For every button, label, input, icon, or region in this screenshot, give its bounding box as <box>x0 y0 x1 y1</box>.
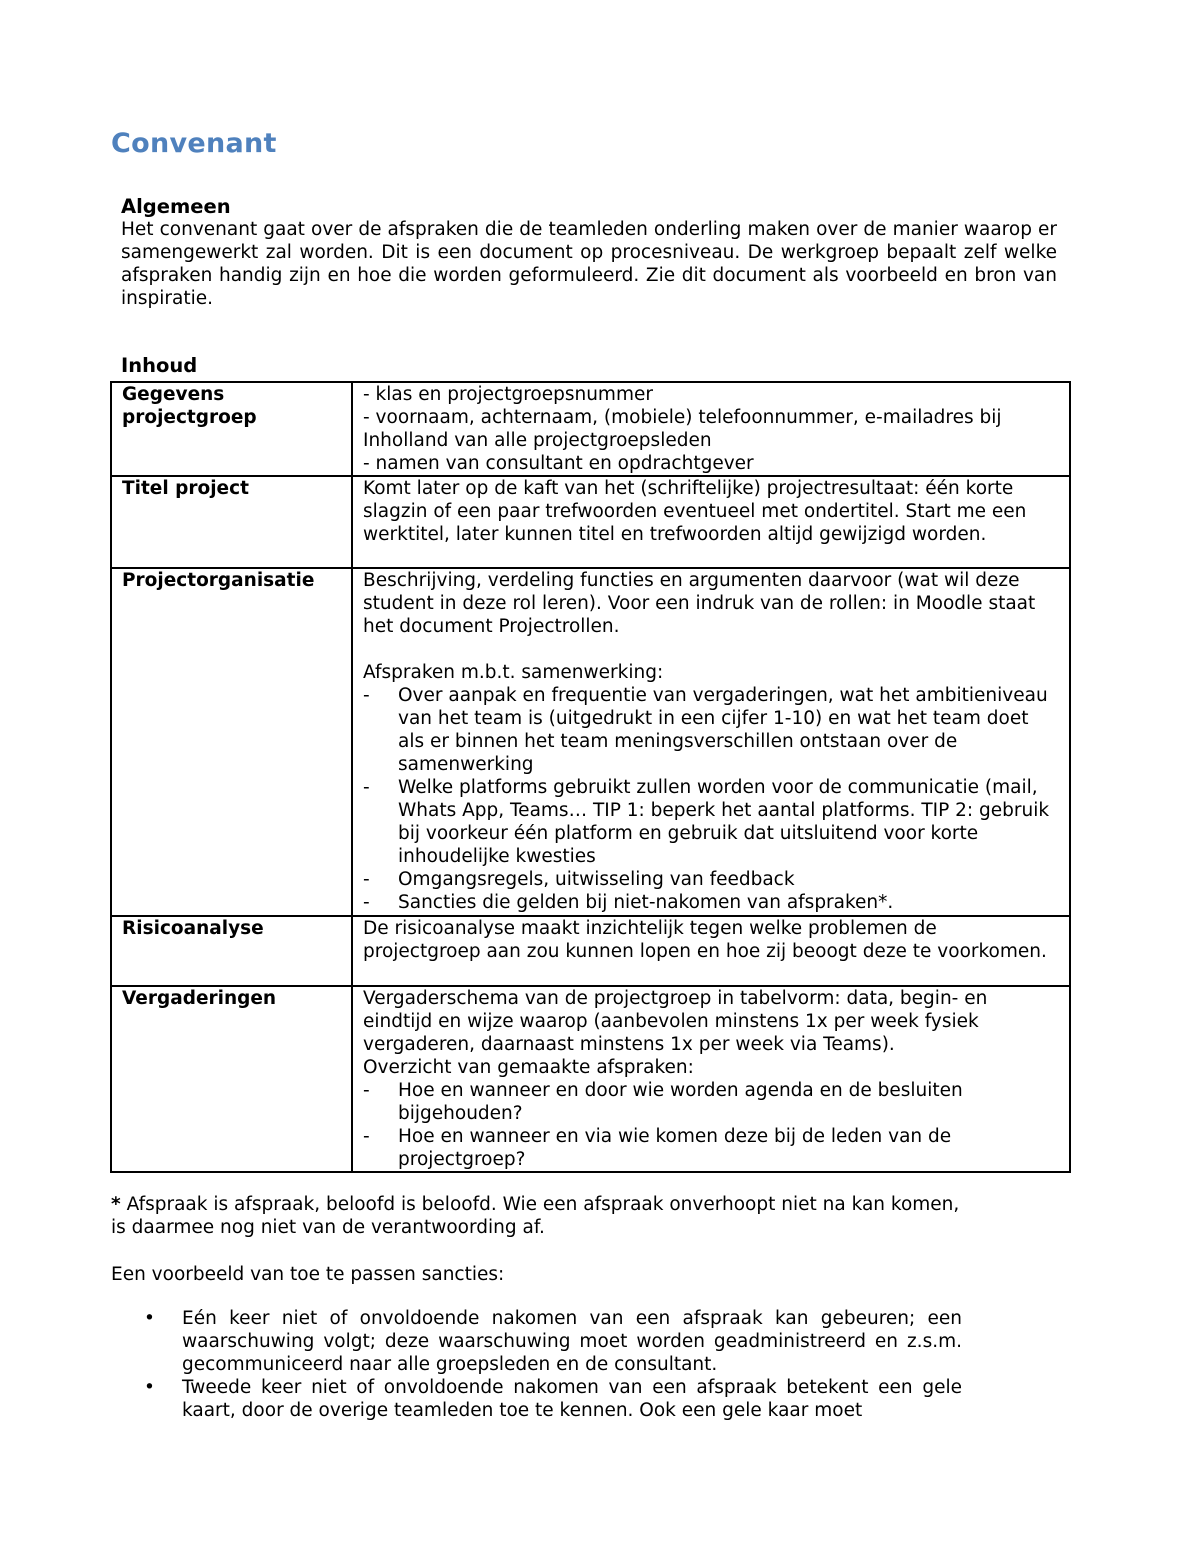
row-label: Risicoanalyse <box>111 916 352 986</box>
content-table <box>110 381 1071 1173</box>
dash-marker: - <box>363 1080 370 1101</box>
list-item-text: Over aanpak en frequentie van vergaderingen, wat het ambitieniveau van het team is (uitgedrukt in een cijfer 1-10) en wat het team doet als er binnen het team meningsverschillen ontstaan over de samenwerking <box>398 685 1048 775</box>
row-content <box>352 986 1070 1172</box>
list-item-text: Sancties die gelden bij niet-nakomen van afspraken*. <box>398 892 894 913</box>
row-line: De risicoanalyse maakt inzichtelijk tegen welke problemen de projectgroep aan zou kunnen lopen en hoe zij beoogt deze te voorkomen. <box>363 918 1047 962</box>
dash-marker: - <box>363 685 370 706</box>
dash-list <box>363 1079 1059 1171</box>
list-item <box>363 684 1059 776</box>
footnote-text: Afspraak is afspraak, beloofd is beloofd. Wie een afspraak onverhoopt niet na kan komen, is daarmee nog niet van de verantwoording af. <box>111 1194 960 1238</box>
list-item-text: Hoe en wanneer en door wie worden agenda en de besluiten bijgehouden? <box>398 1080 963 1124</box>
bullet-icon: • <box>144 1377 155 1398</box>
sanctions-intro: Een voorbeeld van toe te passen sancties: <box>111 1264 505 1285</box>
row-label: Titel project <box>111 476 352 568</box>
row-line: Overzicht van gemaakte afspraken: <box>363 1057 694 1078</box>
row-line: Vergaderschema van de projectgroep in tabelvorm: data, begin- en eindtijd en wijze waarop (aanbevolen minstens 1x per week fysiek vergaderen, daarnaast minstens 1x per week via Teams). <box>363 988 988 1055</box>
row-line: Beschrijving, verdeling functies en argumenten daarvoor (wat wil deze student in deze rol leren). Voor een indruk van de rollen: in Moodle staat het document Projectrollen. <box>363 570 1036 637</box>
footnote <box>111 1193 971 1239</box>
row-content <box>352 568 1070 916</box>
dash-marker: - <box>363 892 370 913</box>
list-item-text: Omgangsregels, uitwisseling van feedback <box>398 869 795 890</box>
row-label: Gegevens projectgroep <box>111 382 352 476</box>
row-sub-heading: Afspraken m.b.t. samenwerking: <box>363 662 664 683</box>
list-item <box>363 1125 1059 1171</box>
list-item <box>363 891 1059 914</box>
list-item <box>111 1307 962 1376</box>
dash-marker: - <box>363 869 370 890</box>
general-text: Het convenant gaat over de afspraken die de teamleden onderling maken over de manier waarop er samengewerkt zal worden. Dit is een document op procesniveau. De werkgroep bepaalt zelf welke afspraken handig zijn en hoe die worden geformuleerd. Zie dit document als voorbeeld en bron van inspiratie. <box>121 219 1057 309</box>
row-line: Komt later op de kaft van het (schriftelijke) projectresultaat: één korte slagzin of een paar trefwoorden eventueel met ondertitel. Start me een werktitel, later kunnen titel en trefwoorden altijd gewijzigd worden. <box>363 478 1027 545</box>
dash-list <box>363 684 1059 914</box>
document-title: Convenant <box>111 128 277 159</box>
table-row <box>111 382 1070 476</box>
row-content <box>352 382 1070 476</box>
dash-marker: - <box>363 1126 370 1147</box>
list-item <box>111 1376 962 1422</box>
row-label: Vergaderingen <box>111 986 352 1172</box>
table-row <box>111 568 1070 916</box>
row-content <box>352 916 1070 986</box>
table-row <box>111 916 1070 986</box>
table-row <box>111 476 1070 568</box>
row-line: - namen van consultant en opdrachtgever <box>363 453 754 474</box>
row-line: - klas en projectgroepsnummer <box>363 384 653 405</box>
row-line: - voornaam, achternaam, (mobiele) telefoonnummer, e-mailadres bij Inholland van alle projectgroepsleden <box>363 407 1002 451</box>
list-item-text: Hoe en wanneer en via wie komen deze bij de leden van de projectgroep? <box>398 1126 952 1170</box>
list-item-text: Tweede keer niet of onvoldoende nakomen van een afspraak betekent een gele kaart, door de overige teamleden toe te kennen. Ook een gele kaar moet <box>182 1377 962 1421</box>
table-row <box>111 986 1070 1172</box>
list-item <box>363 1079 1059 1125</box>
list-item <box>363 868 1059 891</box>
bullet-icon: • <box>144 1308 155 1329</box>
row-label: Projectorganisatie <box>111 568 352 916</box>
row-content <box>352 476 1070 568</box>
dash-marker: - <box>363 777 370 798</box>
content-heading: Inhoud <box>121 354 198 377</box>
general-heading: Algemeen <box>121 195 231 218</box>
sanctions-list <box>111 1307 962 1422</box>
list-item-text: Welke platforms gebruikt zullen worden voor de communicatie (mail, Whats App, Teams… TIP 1: beperk het aantal platforms. TIP 2: gebruik bij voorkeur één platform en gebruik dat uitsluitend voor korte inhoudelijke kwesties <box>398 777 1050 867</box>
list-item-text: Eén keer niet of onvoldoende nakomen van een afspraak kan gebeuren; een waarschuwing volgt; deze waarschuwing moet worden geadministreerd en z.s.m. gecommuniceerd naar alle groepsleden en de consultant. <box>182 1308 962 1375</box>
footnote-marker: * <box>111 1194 121 1215</box>
list-item <box>363 776 1059 868</box>
blank-line <box>363 638 1059 661</box>
